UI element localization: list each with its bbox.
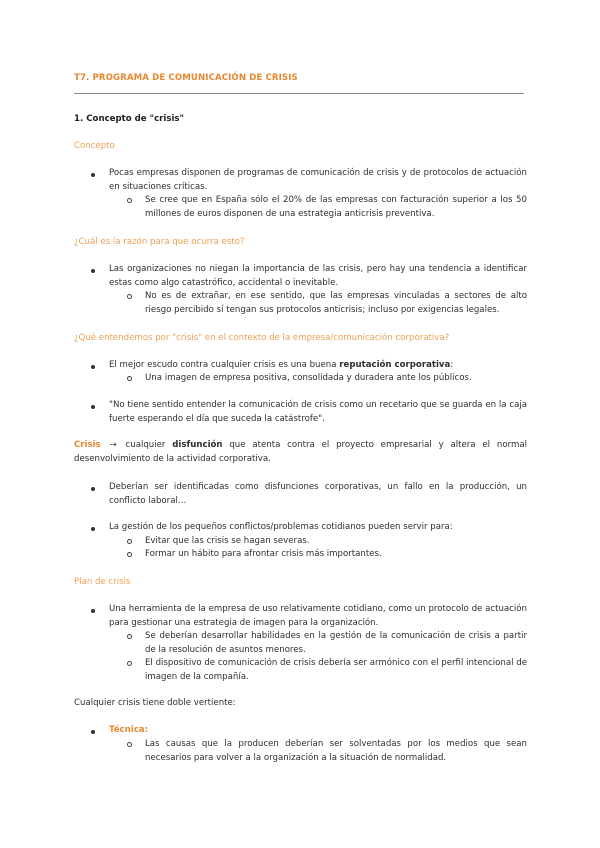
list-subitem: Evitar que las crisis se hagan severas. <box>145 536 310 546</box>
list-item: Las organizaciones no niegan la importancia de las crisis, pero hay una tendencia a identificar estas como algo catastrófico, accidental o inevitable. <box>109 264 527 288</box>
bullet-icon <box>91 173 95 177</box>
list-item: "No tiene sentido entender la comunicación de crisis como un recetario que se guarda en la caja fuerte esperando el día que suceda la catástrofe". <box>109 400 527 424</box>
section-heading-concepto-crisis: 1. Concepto de "crisis" <box>74 114 185 124</box>
sub-bullet-icon <box>127 294 132 299</box>
sub-bullet-icon <box>127 376 132 381</box>
list-subitem: Formar un hábito para afrontar crisis más importantes. <box>145 549 382 559</box>
bullet-icon <box>91 269 95 273</box>
bold-term: reputación corporativa <box>339 360 451 370</box>
subheading-entendemos: ¿Qué entendemos por "crisis" en el contexto de la empresa/comunicación corporativa? <box>74 333 450 343</box>
document-title: T7. PROGRAMA DE COMUNICACIÓN DE CRISIS <box>74 73 298 83</box>
list-subitem: Las causas que la producen deberían ser solventadas por los medios que sean necesarios para volver a la organización a la situación de normalidad. <box>145 739 527 763</box>
sub-bullet-icon <box>127 539 132 544</box>
list-subitem: Se deberían desarrollar habilidades en la gestión de la comunicación de crisis a partir de la resolución de asuntos menores. <box>145 631 527 655</box>
list-subitem: El dispositivo de comunicación de crisis debería ser armónico con el perfil intencional de imagen de la compañía. <box>145 658 527 682</box>
sub-bullet-icon <box>127 661 132 666</box>
list-item: La gestión de los pequeños conflictos/problemas cotidianos pueden servir para: <box>109 522 453 532</box>
subheading-plan: Plan de crisis <box>74 577 131 587</box>
definition-term: Crisis <box>74 440 101 450</box>
bullet-icon <box>91 730 95 734</box>
list-subitem: Una imagen de empresa positiva, consolidada y duradera ante los públicos. <box>145 373 472 383</box>
sub-bullet-icon <box>127 634 132 639</box>
bullet-icon <box>91 527 95 531</box>
list-item: Pocas empresas disponen de programas de comunicación de crisis y de protocolos de actuación en situaciones críticas. <box>109 168 527 192</box>
list-subitem: No es de extrañar, en ese sentido, que las empresas vinculadas a sectores de alto riesgo percibido sí tengan sus protocolos anticrisis; incluso por exigencias legales. <box>145 291 527 315</box>
title-divider <box>74 93 524 94</box>
arrow-icon: → <box>109 440 117 450</box>
vertiente-intro: Cualquier crisis tiene doble vertiente: <box>74 698 236 708</box>
sub-bullet-icon <box>127 742 132 747</box>
bullet-icon <box>91 405 95 409</box>
bullet-icon <box>91 487 95 491</box>
list-item-tecnica: Técnica: <box>109 725 149 735</box>
bold-term: disfunción <box>172 440 223 450</box>
bullet-icon <box>91 365 95 369</box>
sub-bullet-icon <box>127 198 132 203</box>
sub-bullet-icon <box>127 552 132 557</box>
list-item: El mejor escudo contra cualquier crisis es una buena reputación corporativa: <box>109 360 454 370</box>
bullet-icon <box>91 609 95 613</box>
list-item: Una herramienta de la empresa de uso relativamente cotidiano, como un protocolo de actuación para gestionar una estrategia de imagen para la organización. <box>109 604 527 628</box>
list-item: Deberían ser identificadas como disfunciones corporativas, un fallo en la producción, un conflicto laboral… <box>109 482 527 506</box>
subheading-concepto: Concepto <box>74 141 115 151</box>
definition-paragraph: Crisis → cualquier disfunción que atenta contra el proyecto empresarial y altera el normal desenvolvimiento de la actividad corporativa. <box>74 440 527 464</box>
subheading-razon: ¿Cuál es la razón para que ocurra esto? <box>74 237 245 247</box>
list-subitem: Se cree que en España sólo el 20% de las empresas con facturación superior a los 50 millones de euros disponen de una estrategia anticrisis preventiva. <box>145 195 527 219</box>
